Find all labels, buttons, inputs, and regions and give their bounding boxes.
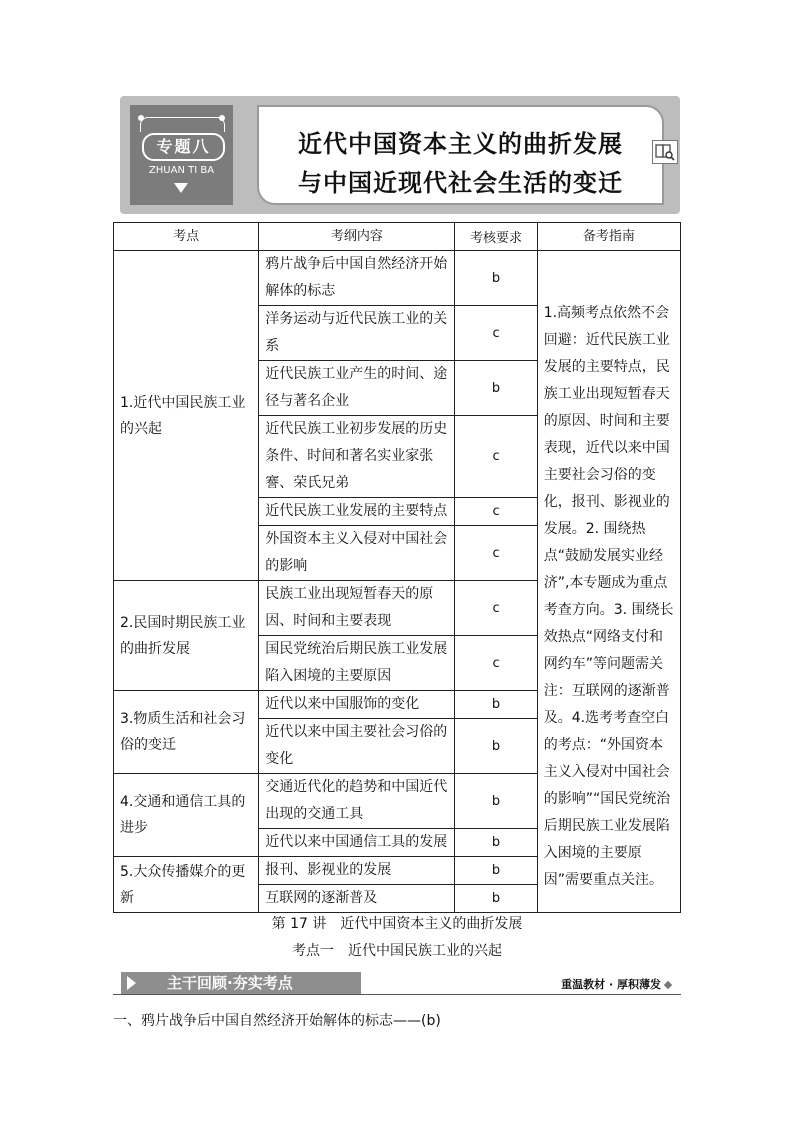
header-point: 考点 [114, 223, 259, 251]
header-content: 考纲内容 [259, 223, 455, 251]
content-cell: 互联网的逐渐普及 [259, 885, 455, 913]
header-requirement: 考核要求 [455, 223, 537, 251]
requirement-cell: b [455, 829, 537, 857]
title-box [257, 105, 664, 205]
point-cell: 3.物质生活和社会习俗的变迁 [114, 691, 259, 774]
content-cell: 近代民族工业初步发展的历史条件、时间和著名实业家张謇、荣氏兄弟 [259, 416, 455, 498]
point-cell: 1.近代中国民族工业的兴起 [114, 251, 259, 581]
badge-dot-icon [138, 115, 144, 121]
badge-dot-icon [219, 115, 225, 121]
section-slogan-text: 重温教材 · 厚积薄发 [561, 978, 661, 991]
content-cell: 民族工业出现短暂春天的原因、时间和主要表现 [259, 581, 455, 636]
badge-arc [140, 117, 225, 132]
requirement-cell: c [455, 498, 537, 526]
requirement-cell: b [455, 251, 537, 306]
diamond-icon [664, 981, 672, 989]
table-row [114, 251, 681, 306]
triangle-down-icon [174, 183, 188, 193]
content-cell: 近代以来中国主要社会习俗的变化 [259, 719, 455, 774]
section-heading: 一、鸦片战争后中国自然经济开始解体的标志——(b) [113, 1013, 441, 1029]
requirement-cell: c [455, 636, 537, 691]
point-title: 考点一 近代中国民族工业的兴起 [292, 943, 502, 959]
content-cell: 近代民族工业发展的主要特点 [259, 498, 455, 526]
book-search-icon [652, 140, 678, 164]
badge-pinyin: ZHUAN TI BA [148, 165, 215, 176]
requirement-cell: c [455, 416, 537, 498]
content-cell: 近代民族工业产生的时间、途径与著名企业 [259, 361, 455, 416]
point-cell: 4.交通和通信工具的进步 [114, 774, 259, 857]
point-cell: 5.大众传播媒介的更新 [114, 857, 259, 913]
section-tab-label: 主干回顾·夯实考点 [167, 974, 293, 992]
header-guide: 备考指南 [537, 223, 680, 251]
syllabus-table [113, 222, 681, 913]
guide-cell: 1.高频考点依然不会回避：近代民族工业发展的主要特点，民族工业出现短暂春天的原因、时间和主要表现，近代以来中国主要社会习俗的变化，报刊、影视业的发展。2. 围绕热点“鼓励发展实业经济”,本专题成为重点考查方向。3. 围绕长效热点“网络支付和网约车”等问题需关注：互联网的逐渐普及。4.选考考查空白的考点：“外国资本主义入侵对中国社会的影响”“国民党统治后期民族工业发展陷入困境的主要原因”需要重点关注。 [537, 251, 680, 913]
table-header-row [114, 223, 681, 251]
requirement-cell: b [455, 719, 537, 774]
section-slogan [561, 976, 671, 992]
requirement-cell: c [455, 306, 537, 361]
badge-label: 专题八 [142, 133, 225, 161]
content-cell: 鸦片战争后中国自然经济开始解体的标志 [259, 251, 455, 306]
chevron-right-icon [127, 976, 136, 990]
lecture-title: 第 17 讲 近代中国资本主义的曲折发展 [271, 916, 523, 932]
content-cell: 洋务运动与近代民族工业的关系 [259, 306, 455, 361]
content-cell: 报刊、影视业的发展 [259, 857, 455, 885]
title-line-2: 与中国近现代社会生活的变迁 [298, 169, 623, 197]
title-line-1: 近代中国资本主义的曲折发展 [298, 130, 623, 158]
requirement-cell: c [455, 581, 537, 636]
content-cell: 近代以来中国通信工具的发展 [259, 829, 455, 857]
requirement-cell: b [455, 885, 537, 913]
topic-badge [130, 105, 233, 205]
section-bar [113, 972, 681, 995]
requirement-cell: b [455, 691, 537, 719]
requirement-cell: b [455, 857, 537, 885]
content-cell: 外国资本主义入侵对中国社会的影响 [259, 526, 455, 581]
topic-banner [120, 96, 680, 214]
requirement-cell: b [455, 774, 537, 829]
requirement-cell: b [455, 361, 537, 416]
requirement-cell: c [455, 526, 537, 581]
content-cell: 近代以来中国服饰的变化 [259, 691, 455, 719]
point-cell: 2.民国时期民族工业的曲折发展 [114, 581, 259, 691]
content-cell: 国民党统治后期民族工业发展陷入困境的主要原因 [259, 636, 455, 691]
content-cell: 交通近代化的趋势和中国近代出现的交通工具 [259, 774, 455, 829]
section-tab [121, 972, 361, 994]
